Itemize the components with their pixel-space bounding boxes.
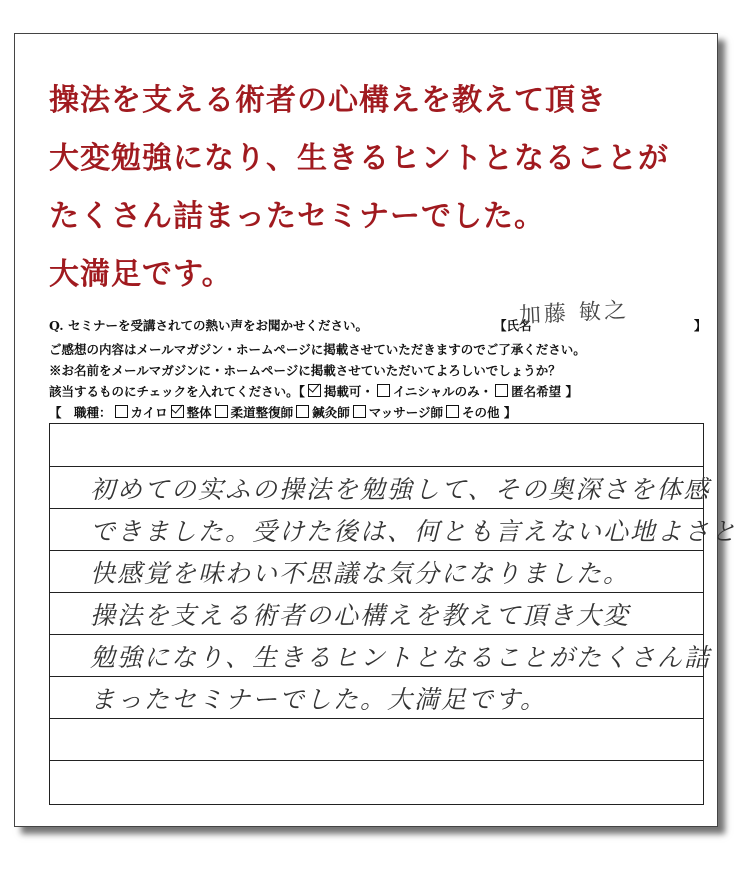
headline-line-2: 大変勉強になり、生きるヒントとなることが <box>49 141 669 176</box>
question-text: Q. セミナーを受講されての熱い声をお聞かせください。 <box>49 318 368 333</box>
check-close-bracket: 】 <box>565 384 579 399</box>
job-seitai-label: 整体 <box>186 405 212 420</box>
job-acu-label: 鍼灸師 <box>312 405 350 420</box>
initial-label: イニシャルのみ・ <box>392 384 493 399</box>
handwriting-area <box>49 423 739 805</box>
publish-checkbox[interactable] <box>308 384 321 397</box>
job-other-checkbox[interactable] <box>446 405 459 418</box>
consent-line-2: ※お名前をメールマガジンに・ホームページに掲載させていただいてよろしいでしょうか？ <box>49 363 561 378</box>
job-acu-checkbox[interactable] <box>296 405 309 418</box>
testimonial-card <box>14 33 739 827</box>
job-chiro-checkbox[interactable] <box>115 405 128 418</box>
ruled-line <box>50 466 703 467</box>
name-label: 【氏名 <box>494 318 532 333</box>
name-signature: 加藤 敏之 <box>518 298 630 329</box>
publish-label: 掲載可・ <box>323 384 374 399</box>
job-other-label: その他 <box>461 405 500 420</box>
survey-form <box>49 298 707 423</box>
job-judo-label: 柔道整復師 <box>230 405 294 420</box>
ruled-line <box>50 760 703 761</box>
headline <box>49 72 669 304</box>
ruled-line <box>50 550 703 551</box>
job-seitai-checkbox[interactable] <box>171 405 184 418</box>
question-row <box>49 298 707 339</box>
job-row <box>49 402 704 423</box>
initial-checkbox[interactable] <box>377 384 390 397</box>
job-label: 【 職種： <box>49 405 112 420</box>
ruled-line <box>50 676 703 677</box>
job-judo-checkbox[interactable] <box>215 405 228 418</box>
job-massage-label: マッサージ師 <box>368 405 443 420</box>
handwriting-line-5: 勉強になり、生きるヒントとなることがたくさん詰 <box>90 643 712 672</box>
handwriting-line-1: 初めての实ふの操法を勉強して、その奥深さを体感 <box>90 475 711 504</box>
name-close-bracket: 】 <box>694 318 707 333</box>
job-chiro-label: カイロ <box>130 405 168 420</box>
job-massage-checkbox[interactable] <box>353 405 366 418</box>
anonymous-label: 匿名希望 <box>511 384 562 399</box>
ruled-line <box>50 718 703 719</box>
publish-consent-row <box>49 381 704 402</box>
ruled-line <box>50 634 703 635</box>
job-close-bracket: 】 <box>503 405 517 420</box>
headline-line-3: たくさん詰まったセミナーでした。 <box>49 199 545 234</box>
check-prompt: 該当するものにチェックを入れてください。【 <box>49 384 305 399</box>
handwriting-line-3: 快感覚を味わい不思議な気分になりました。 <box>90 559 631 588</box>
anonymous-checkbox[interactable] <box>495 384 508 397</box>
handwriting-line-6: まったセミナーでした。大満足です。 <box>90 685 548 714</box>
handwriting-line-2: できました。受けた後は、何とも言えない心地よさと <box>90 517 739 546</box>
ruled-line <box>50 508 703 509</box>
headline-line-1: 操法を支える術者の心構えを教えて頂き <box>49 83 607 118</box>
handwriting-line-4: 操法を支える術者の心構えを教えて頂き大変 <box>90 601 631 630</box>
ruled-line <box>50 592 703 593</box>
consent-line-1: ご感想の内容はメールマガジン・ホームページに掲載させていただきますのでご了承ください。 <box>49 342 586 357</box>
headline-line-4: 大満足です。 <box>49 257 233 292</box>
